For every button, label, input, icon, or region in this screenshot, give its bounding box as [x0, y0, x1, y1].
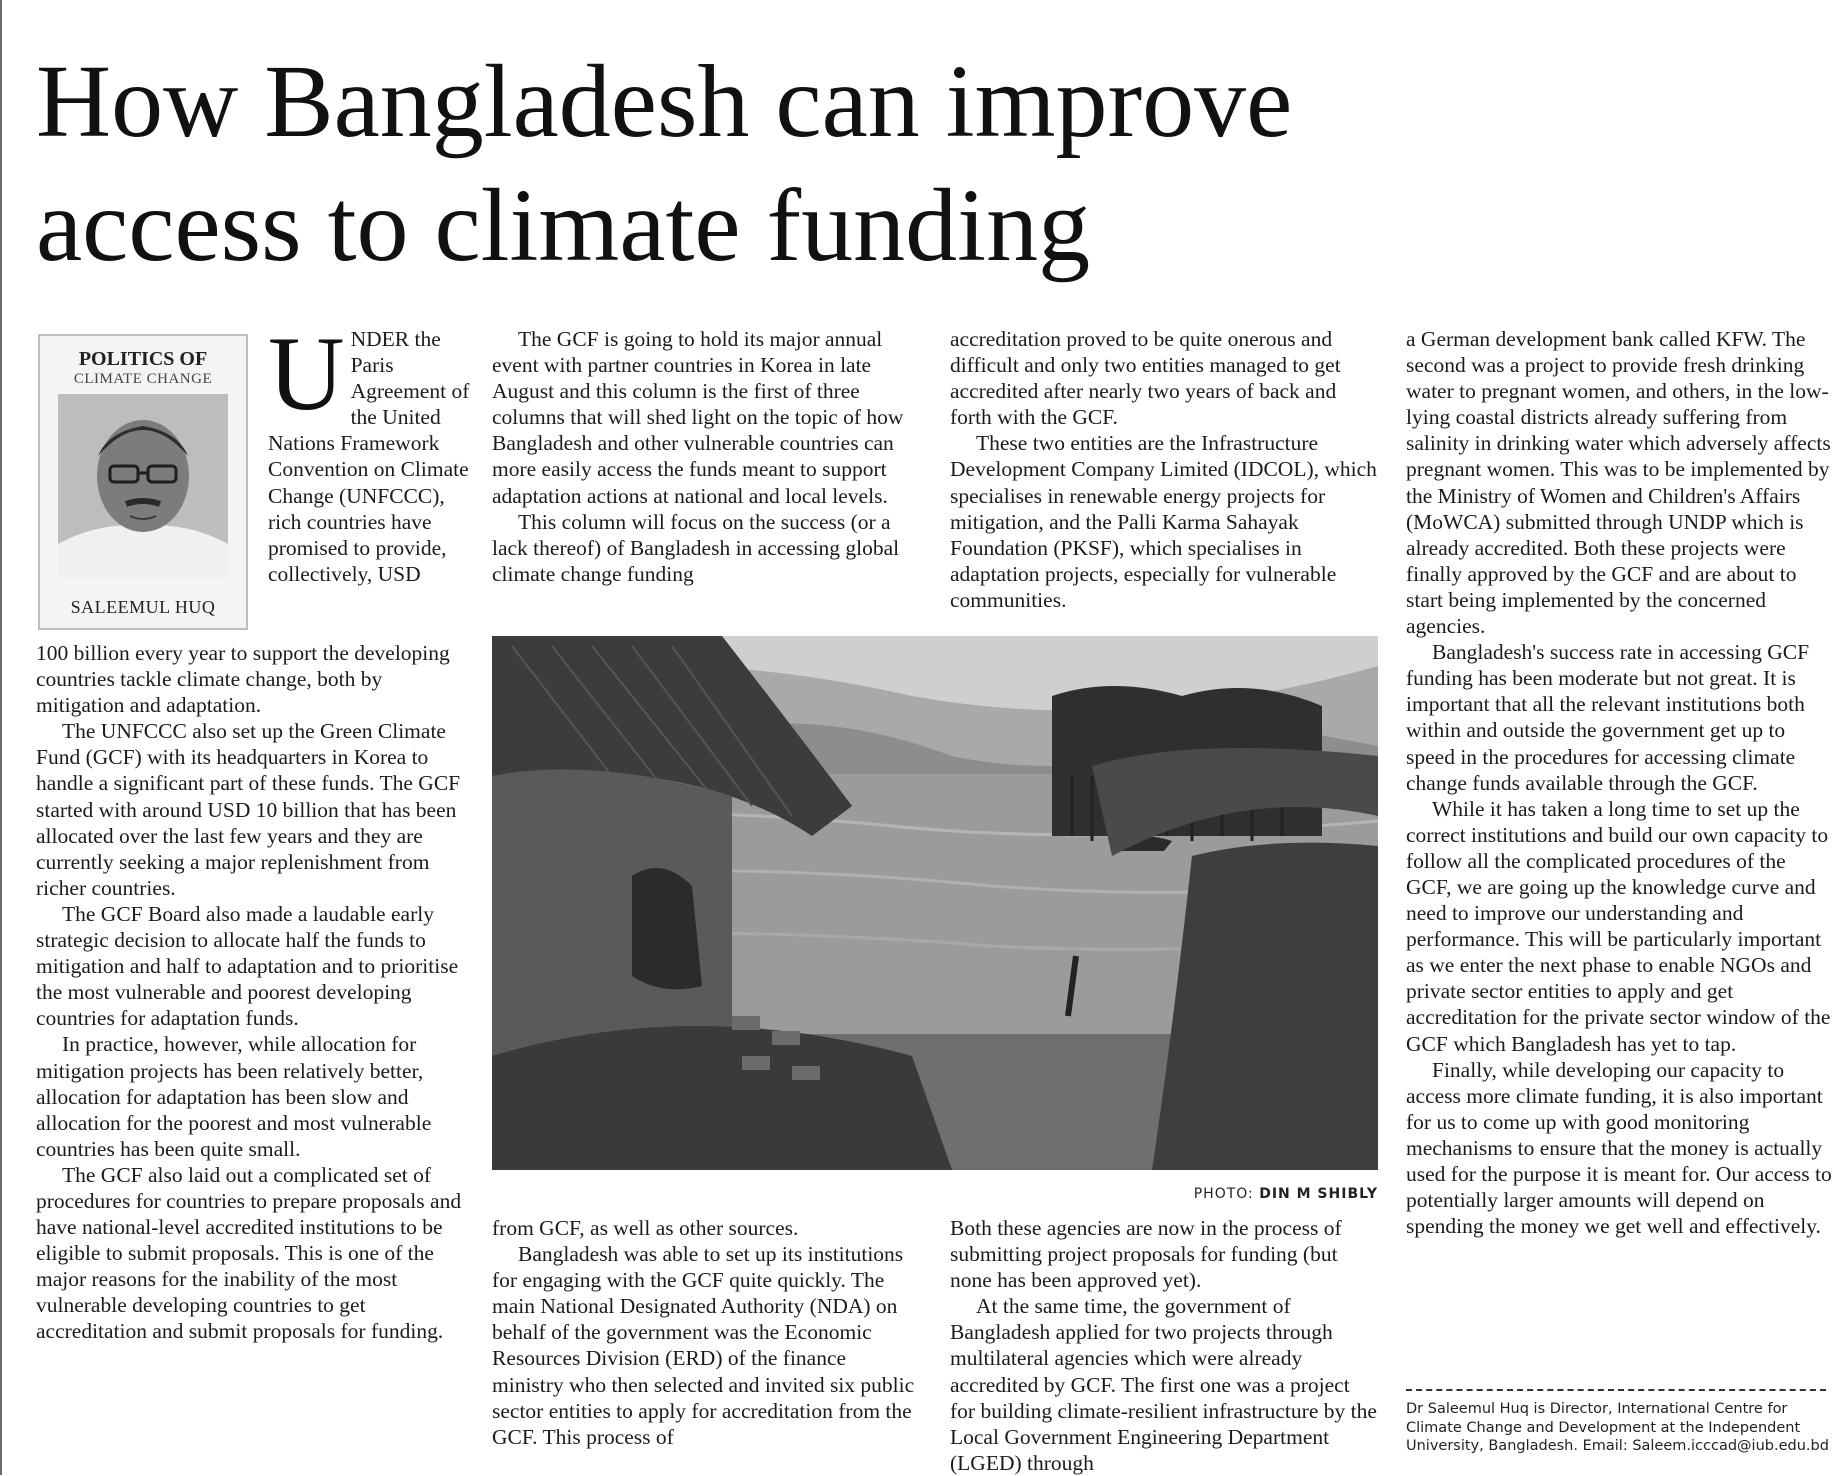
columnist-portrait	[58, 394, 228, 578]
col2b-paragraph-1: Bangladesh was able to set up its institutions for engaging with the GCF quite quickly. The main National Designated Authority (NDA) on behalf of the government was the Economic Resources Division (ERD) of the finance ministry who then selected and invited six public sector entities to apply for accreditation from the GCF. This process of	[492, 1242, 915, 1449]
col2b-paragraph-0: from GCF, as well as other sources.	[492, 1216, 799, 1240]
article-headline	[36, 40, 1776, 288]
col1-paragraph-4: The GCF also laid out a complicated set of procedures for countries to prepare proposals and have national-level accredited institutions to be eligible to submit proposals. This is one of the major reasons for the inability of the most vulnerable developing countries to get accreditation and submit proposals for funding.	[36, 1162, 462, 1344]
article-photo	[492, 636, 1378, 1170]
col3-paragraph-1: These two entities are the Infrastructure Development Company Limited (IDCOL), which specialises in renewable energy projects for mitigation, and the Palli Karma Sahayak Foundation (PKSF), which specialises in adaptation projects, especially for vulnerable communities.	[950, 431, 1377, 612]
column-4	[1406, 326, 1836, 1239]
column-2-bottom	[492, 1215, 922, 1450]
col2-paragraph-1: The GCF is going to hold its major annual event with partner countries in Korea in late August and this column is the first of three columns that will shed light on the topic of how Bangladesh and other vulnerable countries can more easily access the funds meant to support adaptation actions at national and local levels.	[492, 327, 904, 508]
headline-line-1: How Bangladesh can improve	[36, 44, 1293, 159]
column-1	[36, 640, 472, 1345]
col1-paragraph-3: In practice, however, while allocation for mitigation projects has been relatively better, allocation for adaptation has been slow and allocation for the poorest and most vulnerable countries has been quite small.	[36, 1032, 432, 1161]
col1-paragraph-2: The GCF Board also made a laudable early strategic decision to allocate half the funds to mitigation and half to adaptation and to prioritise the most vulnerable and poorest developing countries for adaptation funds.	[36, 901, 459, 1031]
portrait-image	[58, 394, 228, 578]
column-series-subtitle: CLIMATE CHANGE	[73, 371, 213, 387]
column-2-top	[492, 326, 922, 587]
columnist-name: SALEEMUL HUQ	[70, 597, 216, 617]
intro-text: NDER the Paris Agreement of the United Nations Framework Convention on Climate Change (UNFCCC), rich countries have promised to provide, collectively, USD	[268, 327, 470, 586]
intro-paragraph	[268, 315, 478, 587]
river-hut-photo	[492, 636, 1378, 1170]
col3-paragraph-0: accreditation proved to be quite onerous and difficult and only two entities managed to get accredited after nearly two years of back and forth with the GCF.	[950, 327, 1341, 430]
col4-paragraph-3: Finally, while developing our capacity to access more climate funding, it is also important for us to come up with good monitoring mechanisms to ensure that the money is actually used for the purpose it is meant for. Our access to potentially larger amounts will depend on spending the money we get well and effectively.	[1406, 1057, 1832, 1239]
headline-line-2: access to climate funding	[36, 168, 1091, 283]
col1-paragraph-0: 100 billion every year to support the developing countries tackle climate change, both by mitigation and adaptation.	[36, 641, 450, 718]
photo-credit-name: DIN M SHIBLY	[1259, 1186, 1378, 1202]
col4-paragraph-0: a German development bank called KFW. The second was a project to provide fresh drinking water to pregnant women, and others, in the low-lying coastal districts already suffering from salinity in drinking water which adversely affects pregnant women. This was to be implemented by the Ministry of Women and Children's Affairs (MoWCA) submitted through UNDP which is already accredited. Both these projects were finally approved by the GCF and are about to start being implemented by the concerned agencies.	[1406, 327, 1831, 639]
columnist-box	[38, 334, 248, 630]
drop-cap: U	[268, 315, 345, 432]
column-3-bottom	[950, 1215, 1380, 1476]
col3b-paragraph-1: At the same time, the government of Bangladesh applied for two projects through multilateral agencies which were already accredited by GCF. The first one was a project for building climate-resilient infrastructure by the Local Government Engineering Department (LGED) through	[950, 1294, 1377, 1475]
col1-paragraph-1: The UNFCCC also set up the Green Climate Fund (GCF) with its headquarters in Korea to handle a significant part of these funds. The GCF started with around USD 10 billion that has been allocated over the last few years and they are currently seeking a major replenishment from richer countries.	[36, 719, 461, 900]
photo-credit-label: PHOTO:	[1193, 1186, 1254, 1202]
author-bio: Dr Saleemul Huq is Director, International Centre for Climate Change and Development at the Independent University, Bangladesh. Email: Saleem.icccad@iub.edu.bd	[1406, 1401, 1829, 1454]
column-series-title: POLITICS OF	[78, 348, 208, 370]
col2-paragraph-2: This column will focus on the success (or a lack thereof) of Bangladesh in accessing global climate change funding	[492, 509, 900, 586]
col4-paragraph-2: While it has taken a long time to set up the correct institutions and build our own capacity to follow all the complicated procedures of the GCF, we are going up the knowledge curve and need to improve our understanding and performance. This will be particularly important as we enter the next phase to enable NGOs and private sector entities to apply and get accreditation for the private sector window of the GCF which Bangladesh has yet to tap.	[1406, 796, 1831, 1056]
col3b-paragraph-0: Both these agencies are now in the process of submitting project proposals for funding (but none has been approved yet).	[950, 1216, 1342, 1293]
bio-divider	[1406, 1389, 1826, 1391]
photo-credit	[1100, 1186, 1378, 1202]
page-edge-rule	[0, 0, 2, 1475]
col4-paragraph-1: Bangladesh's success rate in accessing GCF funding has been moderate but not great. It is important that all the relevant institutions both within and outside the government get up to speed in the procedures for accessing climate change funds available through the GCF.	[1406, 640, 1810, 795]
column-3-top	[950, 326, 1380, 613]
